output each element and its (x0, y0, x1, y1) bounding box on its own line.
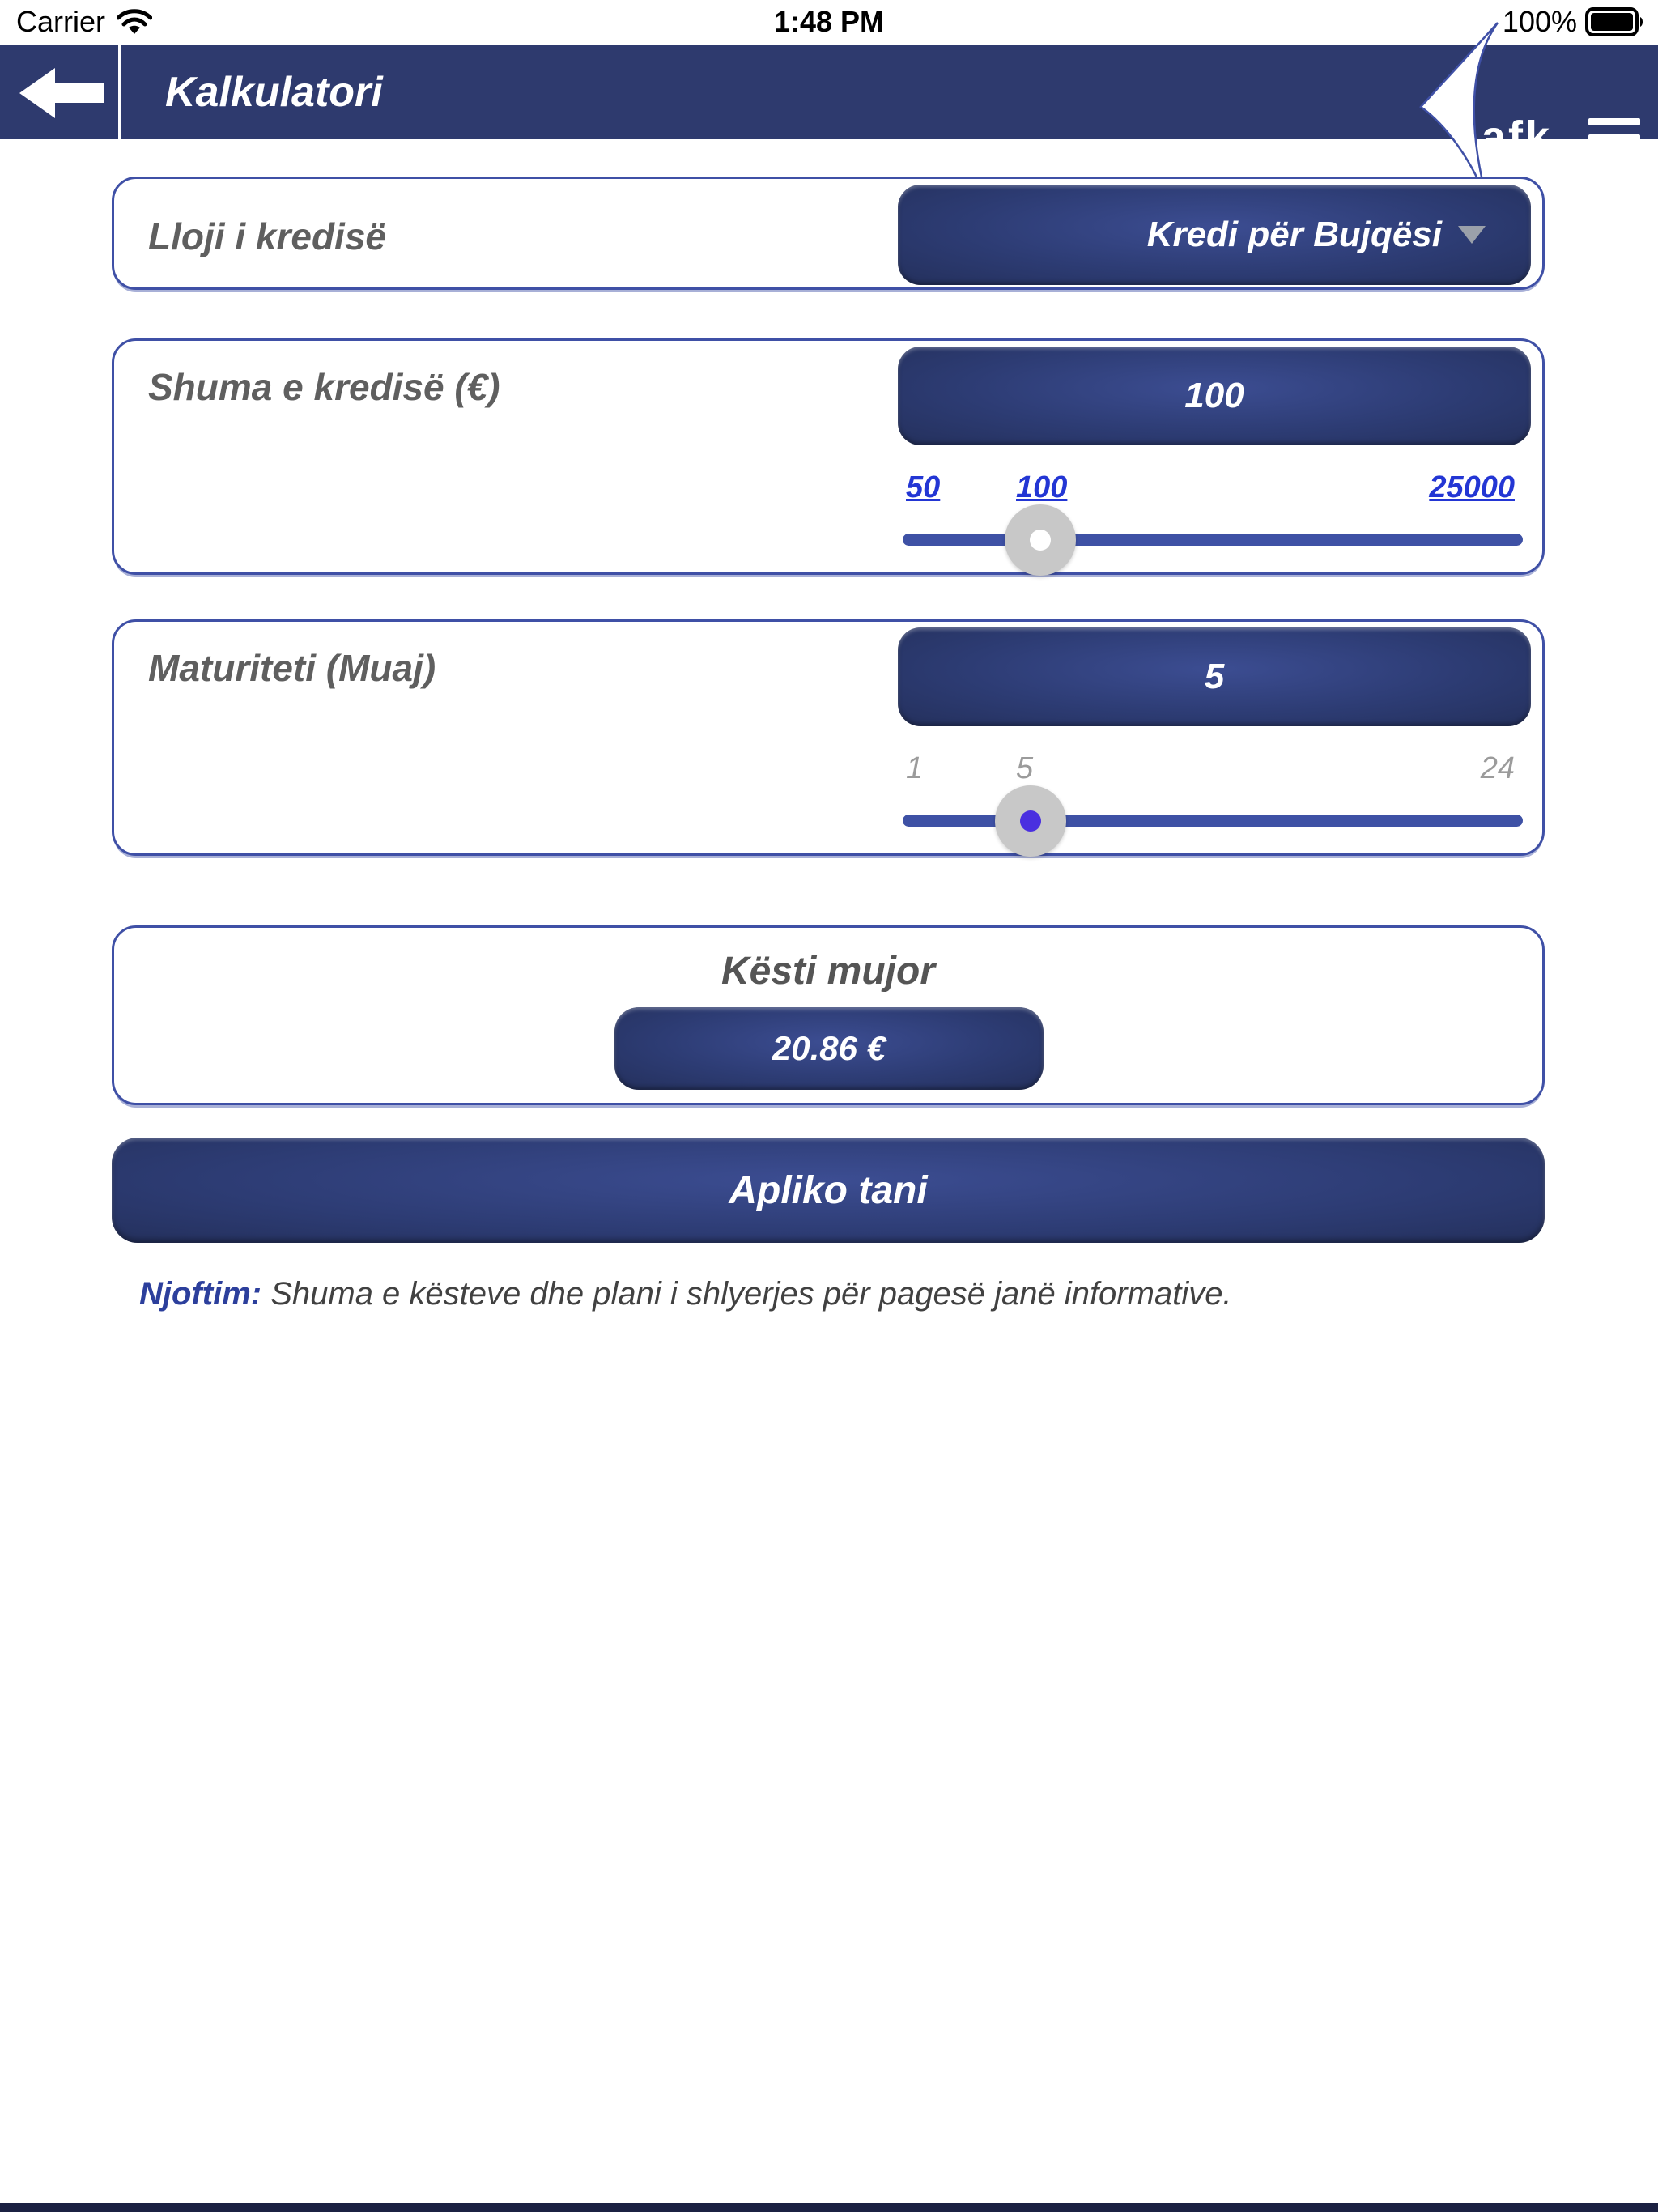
notice-text: Shuma e kësteve dhe plani i shlyerjes për pagesë janë informative. (270, 1276, 1232, 1312)
maturity-slider-thumb[interactable] (995, 785, 1066, 857)
amount-tick-current[interactable]: 100 (1016, 470, 1068, 504)
bottom-bar (0, 2203, 1658, 2212)
notice-prefix: Njoftim: (139, 1276, 262, 1312)
status-bar (0, 0, 1658, 45)
loan-type-card (112, 177, 1545, 290)
installment-value: 20.86 € (614, 1007, 1044, 1090)
carrier-label: Carrier (16, 5, 106, 38)
apply-button[interactable]: Apliko tani (112, 1138, 1545, 1243)
maturity-value-field[interactable]: 5 (898, 627, 1531, 726)
loan-type-label: Lloji i kredisë (148, 215, 386, 257)
maturity-label: Maturiteti (Muaj) (148, 647, 436, 689)
page-title: Kalkulatori (165, 69, 383, 116)
installment-card (112, 925, 1545, 1105)
header-divider (118, 45, 121, 139)
maturity-slider (903, 751, 1523, 858)
maturity-tick-min: 1 (906, 751, 924, 785)
hamburger-icon (1588, 134, 1640, 142)
menu-button[interactable] (1588, 118, 1640, 157)
hamburger-icon (1588, 118, 1640, 125)
amount-slider-thumb[interactable] (1005, 504, 1076, 576)
loan-type-dropdown[interactable] (898, 185, 1531, 285)
amount-slider-track[interactable] (903, 534, 1523, 546)
chevron-down-icon (1458, 226, 1486, 244)
maturity-tick-current: 5 (1016, 751, 1034, 785)
amount-card (112, 338, 1545, 575)
amount-tick-min[interactable]: 50 (906, 470, 941, 504)
header (0, 45, 1658, 161)
clock-label: 1:48 PM (773, 5, 885, 38)
back-button[interactable] (19, 66, 104, 120)
amount-label: Shuma e kredisë (€) (148, 366, 500, 408)
maturity-tick-max: 24 (1480, 751, 1515, 785)
notice (139, 1273, 1516, 1315)
maturity-card (112, 619, 1545, 856)
amount-slider (903, 470, 1523, 577)
loan-type-selected-value: Kredi për Bujqësi (1146, 215, 1442, 254)
back-arrow-icon (19, 66, 104, 120)
logo-text: afk (1482, 113, 1553, 161)
amount-value-field[interactable]: 100 (898, 347, 1531, 445)
installment-label: Kësti mujor (721, 950, 936, 993)
amount-tick-max[interactable]: 25000 (1429, 470, 1515, 504)
hamburger-icon (1588, 150, 1640, 157)
battery-percent-label: 100% (1502, 5, 1577, 38)
